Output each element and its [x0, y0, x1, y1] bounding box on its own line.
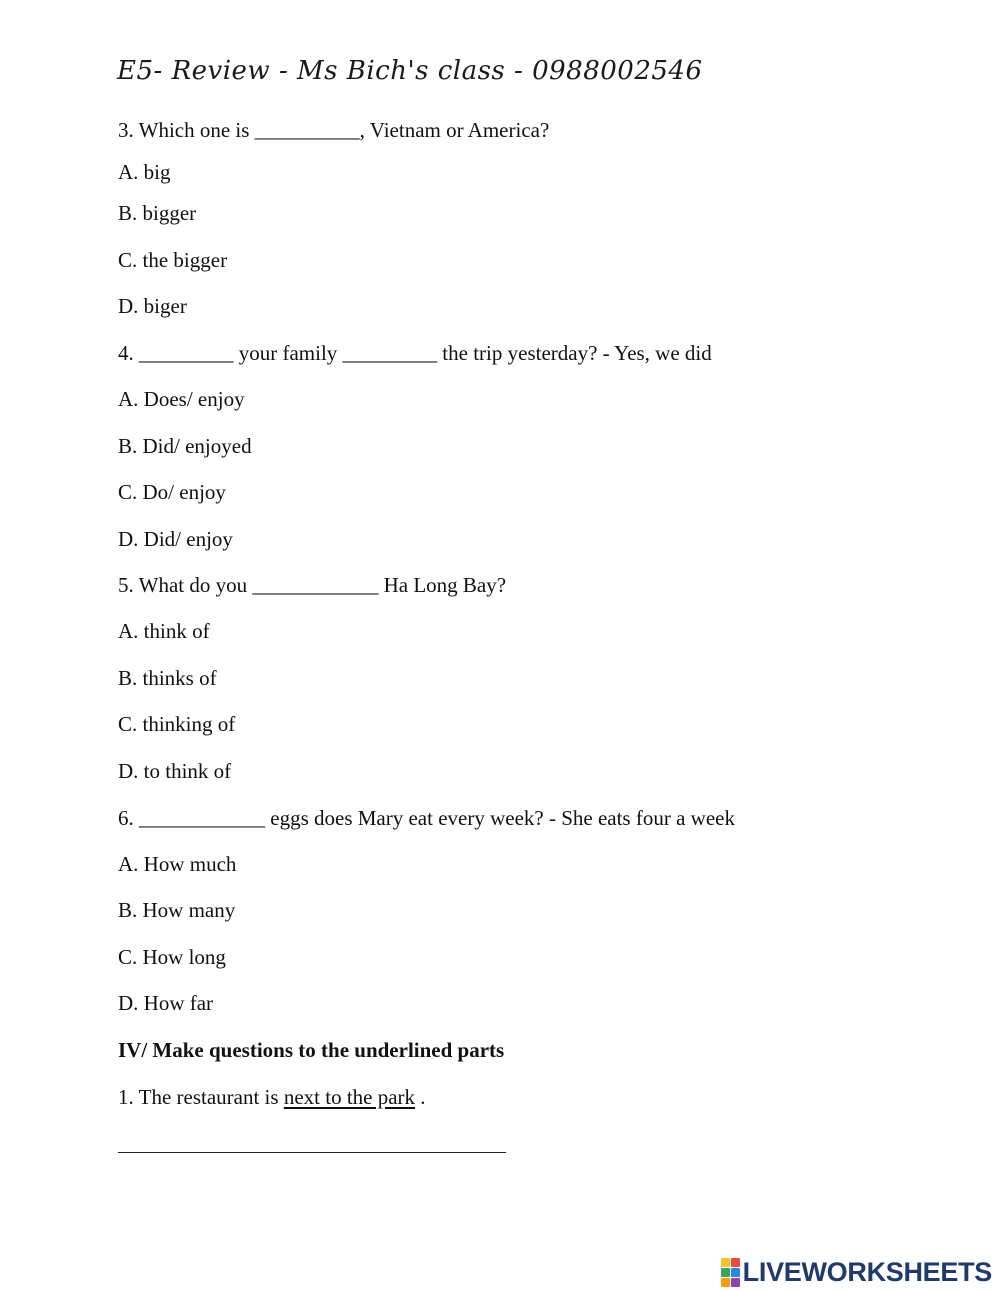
question-5-stem: 5. What do you ____________ Ha Long Bay? — [118, 573, 507, 597]
logo-block — [731, 1258, 740, 1267]
question-4-option-b[interactable]: B. Did/ enjoyed — [118, 434, 252, 458]
logo-block — [731, 1278, 740, 1287]
underlined-part: next to the park — [283, 1085, 416, 1109]
logo-mark-icon — [721, 1258, 740, 1287]
section-heading: IV/ Make questions to the underlined parts — [118, 1038, 505, 1062]
question-5-option-c[interactable]: C. thinking of — [118, 712, 236, 736]
question-3-option-d[interactable]: D. biger — [118, 294, 187, 318]
question-6-option-a[interactable]: A. How much — [118, 852, 237, 876]
question-3-option-c[interactable]: C. the bigger — [118, 248, 228, 272]
section-item-1-prefix: 1. The restaurant is — [118, 1085, 284, 1109]
answer-blank-line[interactable] — [118, 1152, 506, 1153]
question-4-option-a[interactable]: A. Does/ enjoy — [118, 387, 245, 411]
question-6-option-c[interactable]: C. How long — [118, 945, 226, 969]
section-item-1 — [118, 1084, 426, 1110]
logo-block — [721, 1268, 730, 1277]
question-4-option-c[interactable]: C. Do/ enjoy — [118, 480, 226, 504]
logo-block — [731, 1268, 740, 1277]
question-5-option-b[interactable]: B. thinks of — [118, 666, 217, 690]
question-4-option-d[interactable]: D. Did/ enjoy — [118, 527, 233, 551]
question-3-option-a[interactable]: A. big — [118, 160, 171, 184]
question-6-option-b[interactable]: B. How many — [118, 898, 236, 922]
logo-block — [721, 1278, 730, 1287]
section-item-1-suffix: . — [415, 1085, 426, 1109]
question-6-option-d[interactable]: D. How far — [118, 991, 214, 1015]
logo-text: LIVEWORKSHEETS — [742, 1256, 992, 1287]
liveworksheets-logo — [721, 1256, 992, 1288]
question-4-stem: 4. _________ your family _________ the trip yesterday? - Yes, we did — [118, 341, 712, 365]
question-5-option-a[interactable]: A. think of — [118, 619, 210, 643]
worksheet-title: E5- Review - Ms Bich's class - 0988002546 — [117, 56, 703, 86]
question-3-option-b[interactable]: B. bigger — [118, 201, 197, 225]
logo-block — [721, 1258, 730, 1267]
question-6-stem: 6. ____________ eggs does Mary eat every week? - She eats four a week — [118, 806, 735, 830]
question-3-stem: 3. Which one is __________, Vietnam or America? — [118, 118, 550, 142]
question-5-option-d[interactable]: D. to think of — [118, 759, 232, 783]
